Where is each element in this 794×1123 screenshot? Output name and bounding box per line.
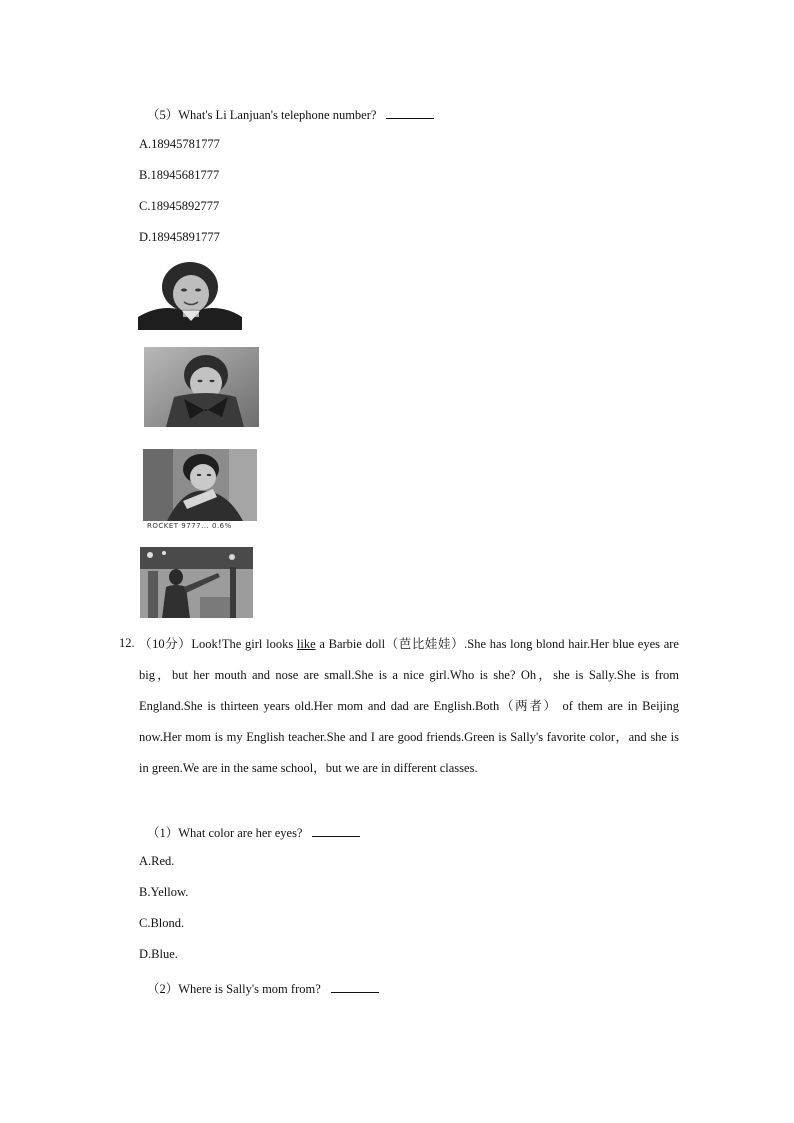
question-5-stem <box>147 105 434 123</box>
question-score: （10分） <box>139 637 192 651</box>
option-a: A.Red. <box>139 854 175 868</box>
woman-portrait-photo <box>138 259 242 330</box>
subquestion-2-stem <box>147 979 379 997</box>
photo-caption: ROCKET 9777... 0.6% <box>147 522 232 530</box>
boy-with-scarf-photo <box>144 347 259 427</box>
question-12-number: 12. <box>119 636 135 650</box>
question-12-passage <box>139 629 679 784</box>
subquestion-1-stem <box>147 823 360 841</box>
option-d: D.Blue. <box>139 947 178 961</box>
subquestion-1-text: （1）What color are her eyes? <box>147 826 303 840</box>
passage-text-start: Look!The girl looks <box>191 637 297 651</box>
passage-text-rest: a Barbie doll（芭比娃娃）.She has long blond hair.Her blue eyes are big，but her mouth and nose are small.She is a nice girl.Who is she? Oh，she is Sally.She is from England.She is thirteen years old.Her mom and dad are English.Both（两者） of them are in Beijing now.Her mom is my English teacher.She and I are good friends.Green is Sally's favorite color，and she is in green.We are in the same school，but we are in different classes. <box>139 637 679 775</box>
answer-blank <box>331 980 379 993</box>
answer-blank <box>312 824 360 837</box>
woman-on-stage-photo <box>140 547 253 618</box>
option-d: D.18945891777 <box>139 230 220 244</box>
option-c: C.18945892777 <box>139 199 220 213</box>
subquestion-2-text: （2）Where is Sally's mom from? <box>147 982 321 996</box>
answer-blank <box>386 106 434 119</box>
underlined-word: like <box>296 637 316 651</box>
option-c: C.Blond. <box>139 916 185 930</box>
option-b: B.Yellow. <box>139 885 189 899</box>
option-b: B.18945681777 <box>139 168 220 182</box>
man-at-desk-photo <box>143 449 257 535</box>
question-5-text: （5）What's Li Lanjuan's telephone number? <box>147 108 377 122</box>
option-a: A.18945781777 <box>139 137 220 151</box>
